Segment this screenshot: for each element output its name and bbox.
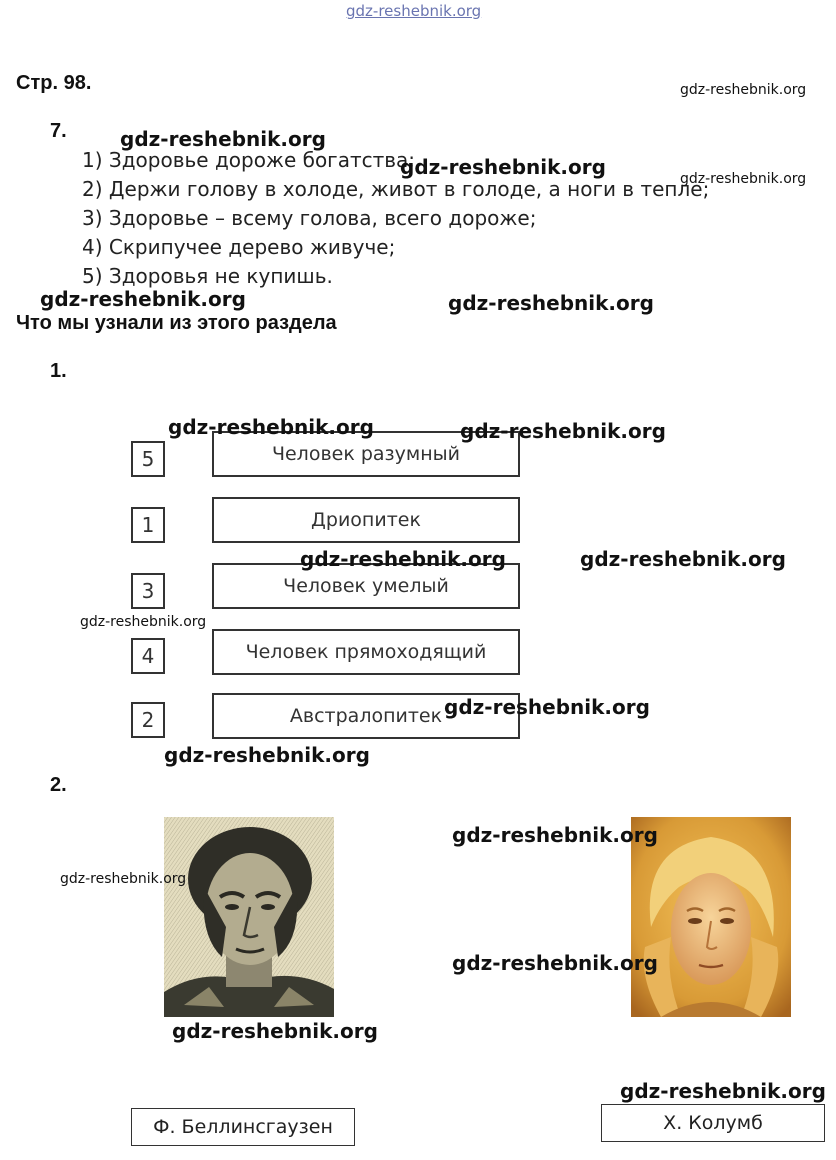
watermark: gdz-reshebnik.org	[60, 871, 187, 887]
proverb-2: 2) Держи голову в холоде, живот в голоде, а ноги в тепле;	[82, 177, 710, 201]
stage-box-1: Человек разумный	[212, 431, 520, 477]
bellingshausen-portrait	[164, 817, 334, 1017]
caption-bellingshausen: Ф. Беллинсгаузен	[131, 1108, 355, 1146]
task-1-number: 1.	[50, 360, 67, 382]
proverb-1: 1) Здоровье дороже богатства;	[82, 148, 416, 172]
watermark: gdz-reshebnik.org	[444, 695, 650, 719]
order-box-5: 2	[131, 702, 165, 738]
watermark: gdz-reshebnik.org	[580, 547, 786, 571]
proverb-4: 4) Скрипучее дерево живуче;	[82, 235, 396, 259]
watermark: gdz-reshebnik.org	[460, 419, 666, 443]
watermark: gdz-reshebnik.org	[620, 1079, 826, 1103]
order-box-1: 5	[131, 441, 165, 477]
watermark: gdz-reshebnik.org	[168, 415, 374, 439]
columbus-portrait	[631, 817, 791, 1017]
watermark: gdz-reshebnik.org	[80, 614, 207, 630]
stage-box-4: Человек прямоходящий	[212, 629, 520, 675]
watermark: gdz-reshebnik.org	[40, 287, 246, 311]
page-label: Стр. 98.	[16, 72, 92, 94]
stage-box-3: Человек умелый	[212, 563, 520, 609]
watermark: gdz-reshebnik.org	[300, 547, 506, 571]
order-box-2: 1	[131, 507, 165, 543]
watermark: gdz-reshebnik.org	[452, 951, 658, 975]
watermark: gdz-reshebnik.org	[400, 155, 606, 179]
watermark: gdz-reshebnik.org	[164, 743, 370, 767]
stage-box-5: Австралопитек	[212, 693, 520, 739]
proverb-3: 3) Здоровье – всему голова, всего дороже;	[82, 206, 537, 230]
section-title: Что мы узнали из этого раздела	[16, 312, 337, 334]
order-box-3: 3	[131, 573, 165, 609]
caption-columbus: Х. Колумб	[601, 1104, 825, 1142]
site-header-link[interactable]: gdz-reshebnik.org	[346, 2, 482, 20]
proverb-5: 5) Здоровья не купишь.	[82, 264, 333, 288]
watermark: gdz-reshebnik.org	[680, 171, 807, 187]
task-7-number: 7.	[50, 120, 67, 142]
watermark: gdz-reshebnik.org	[680, 82, 807, 98]
task-2-number: 2.	[50, 774, 67, 796]
watermark: gdz-reshebnik.org	[120, 127, 326, 151]
stage-box-2: Дриопитек	[212, 497, 520, 543]
watermark: gdz-reshebnik.org	[172, 1019, 378, 1043]
watermark: gdz-reshebnik.org	[448, 291, 654, 315]
watermark: gdz-reshebnik.org	[452, 823, 658, 847]
order-box-4: 4	[131, 638, 165, 674]
